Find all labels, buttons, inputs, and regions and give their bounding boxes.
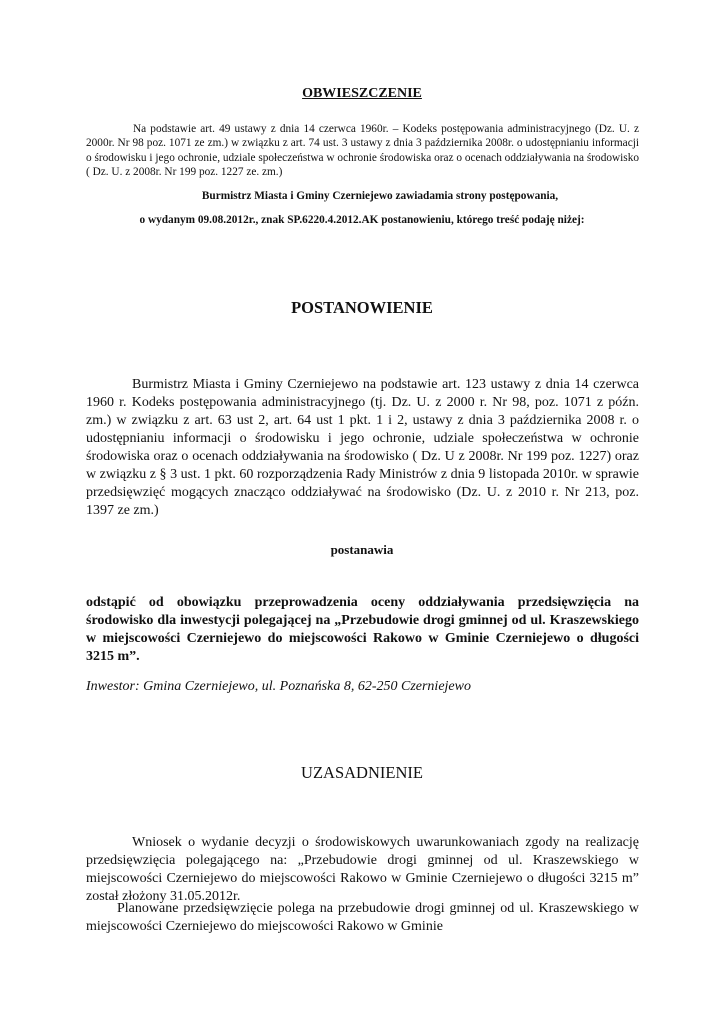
resolution-decision: odstąpić od obowiązku przeprowadzenia oceny oddziaływania przedsięwzięcia na środowisko dla inwestycji polegającej na „Przebudowie drogi gminnej od ul. Kraszewskiego w miejscowości Czerniejewo do miejscowości Rakowo w Gminie Czerniejewo o długości 3215 m”. xyxy=(86,595,639,664)
resolution-decides-label: postanawia xyxy=(330,542,394,557)
justification-heading: UZASADNIENIE xyxy=(301,763,423,782)
justification-paragraph-1: Wniosek o wydanie decyzji o środowiskowych uwarunkowaniach zgody na realizację przedsięwzięcia polegającego na: „Przebudowie drogi gminnej od ul. Kraszewskiego w miejscowości Czerniejewo do miejscowości Rakowo w Gminie Czerniejewo o długości 3215 m” został złożony 31.05.2012r. xyxy=(86,835,639,904)
resolution-paragraph: Burmistrz Miasta i Gminy Czerniejewo na podstawie art. 123 ustawy z dnia 14 czerwca 1960 r. Kodeks postępowania administracyjnego (tj. Dz. U. z 2000 r. Nr 98, poz. 1071 z późn. zm.) w związku z art. 63 ust 2, art. 64 ust 1 pkt. 1 i 2, ustawy z dnia 3 października 2008 r. o udostępnianiu informacji o środowisku i jego ochronie, udziale społeczeństwa w ochronie środowiska oraz o ocenach oddziaływania na środowisko ( Dz. U z 2008r. Nr 199 poz. 1227) oraz w związku z § 3 ust. 1 pkt. 60 rozporządzenia Rady Ministrów z dnia 9 listopada 2010r. w sprawie przedsięwzięć mogących znacząco oddziaływać na środowisko (Dz. U. z 2010 r. Nr 213, poz. 1397 ze zm.) xyxy=(86,377,639,518)
notice-announcement-line-1: Burmistrz Miasta i Gminy Czerniejewo zawiadamia strony postępowania, xyxy=(201,190,559,202)
justification-paragraph-2: Planowane przedsięwzięcie polega na przebudowie drogi gminnej od ul. Kraszewskiego w miejscowości Czerniejewo do miejscowości Rakowo w Gminie xyxy=(86,901,639,934)
notice-title: OBWIESZCZENIE xyxy=(302,86,422,101)
investor-line: Inwestor: Gmina Czerniejewo, ul. Poznańska 8, 62-250 Czerniejewo xyxy=(86,679,471,694)
notice-legal-basis: Na podstawie art. 49 ustawy z dnia 14 czerwca 1960r. – Kodeks postępowania administracyjnego (Dz. U. z 2000r. Nr 98 poz. 1071 ze zm.) w związku z art. 74 ust. 3 ustawy z dnia 3 października 2008r. o udostępnianiu informacji o środowisku i jego ochronie, udziale społeczeństwa w ochronie środowiska oraz o ocenach oddziaływania na środowisko ( Dz. U. z 2008r. Nr 199 poz. 1227 ze. zm.) xyxy=(86,123,639,178)
resolution-heading: POSTANOWIENIE xyxy=(291,298,433,317)
notice-announcement-line-2: o wydanym 09.08.2012r., znak SP.6220.4.2012.AK postanowieniu, którego treść podaję niżej: xyxy=(139,214,585,226)
